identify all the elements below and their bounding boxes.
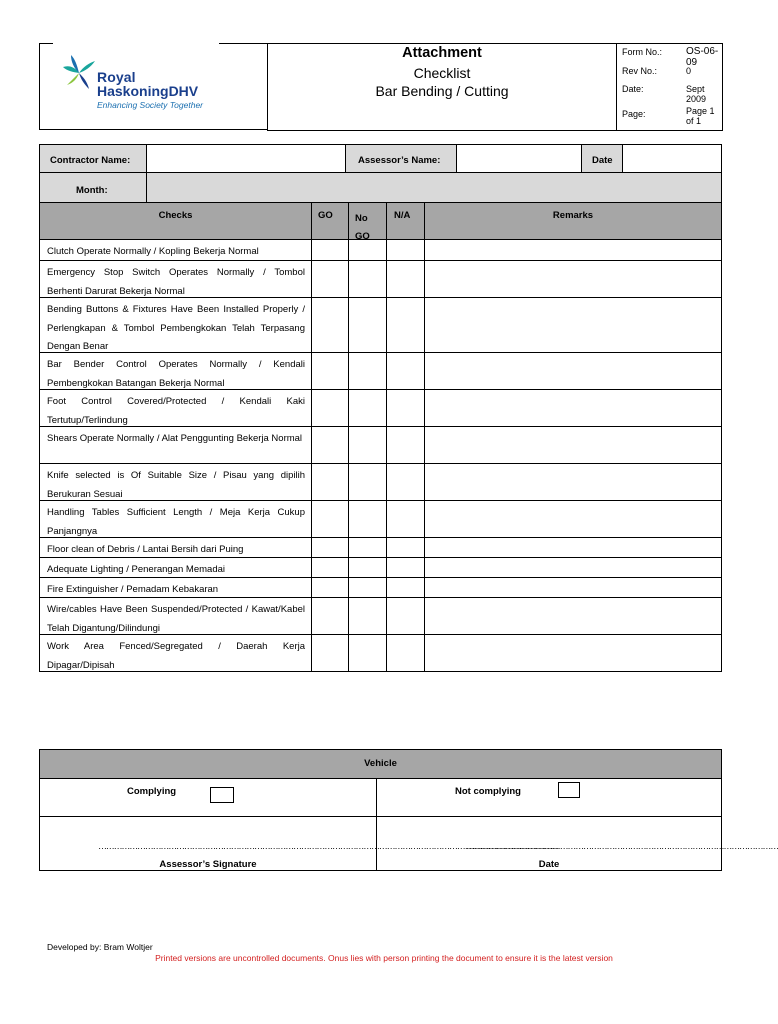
- page-label: Page:: [622, 109, 646, 119]
- go-cell[interactable]: [311, 597, 349, 635]
- check-item-label: Foot Control Covered/Protected / Kendali Kaki Tertutup/Terlindung: [47, 396, 305, 426]
- remarks-cell[interactable]: [424, 389, 722, 427]
- nogo-cell[interactable]: [348, 597, 387, 635]
- nogo-header: No GO: [348, 202, 387, 240]
- date-value: Sept 2009: [686, 84, 707, 104]
- sign-date-cell: [376, 816, 778, 871]
- nogo-cell[interactable]: [348, 557, 387, 578]
- info-date-label: Date: [592, 155, 613, 166]
- contractor-name-field[interactable]: [146, 144, 346, 173]
- form-no-value: OS-06-09: [686, 46, 719, 68]
- nogo-cell[interactable]: [348, 634, 387, 672]
- check-item-label: Fire Extinguisher / Pemadam Kebakaran: [47, 584, 219, 595]
- page-subtitle-checklist: Checklist: [413, 65, 471, 81]
- go-cell[interactable]: [311, 352, 349, 390]
- sign-date-label: Date: [538, 859, 560, 870]
- title-cell: [267, 43, 617, 131]
- na-cell[interactable]: [386, 352, 425, 390]
- check-item-label: Bar Bender Control Operates Normally / Kendali Pembengkokan Batangan Bekerja Normal: [47, 359, 305, 389]
- remarks-cell[interactable]: [424, 426, 722, 464]
- date-field[interactable]: [622, 144, 722, 173]
- logo-line2: HaskoningDHV: [97, 83, 199, 99]
- logo-line1: Royal: [97, 69, 136, 85]
- not-complying-label: Not complying: [455, 786, 521, 797]
- nogo-cell[interactable]: [348, 426, 387, 464]
- check-item-label: Floor clean of Debris / Lantai Bersih dari Puing: [47, 544, 244, 555]
- nogo-cell[interactable]: [348, 463, 387, 501]
- check-text-cell: [39, 426, 312, 464]
- nogo-cell[interactable]: [348, 297, 387, 353]
- document-header: [39, 43, 722, 131]
- checks-header: Checks: [39, 202, 312, 240]
- nogo-cell[interactable]: [348, 239, 387, 261]
- remarks-cell[interactable]: [424, 463, 722, 501]
- check-text-cell: [39, 634, 312, 672]
- check-text-cell: [39, 389, 312, 427]
- remarks-cell[interactable]: [424, 597, 722, 635]
- na-cell[interactable]: [386, 537, 425, 558]
- go-cell[interactable]: [311, 389, 349, 427]
- check-item-label: Shears Operate Normally / Alat Penggunting Bekerja Normal: [47, 433, 303, 444]
- remarks-cell[interactable]: [424, 577, 722, 598]
- page-subtitle-topic: Bar Bending / Cutting: [375, 83, 509, 99]
- nogo-cell[interactable]: [348, 577, 387, 598]
- month-label: Month:: [76, 185, 108, 196]
- vehicle-header: [39, 749, 722, 779]
- check-text-cell: [39, 352, 312, 390]
- na-cell[interactable]: [386, 577, 425, 598]
- go-cell[interactable]: [311, 463, 349, 501]
- check-item-label: Handling Tables Sufficient Length / Meja Kerja Cukup Panjangnya: [47, 507, 305, 537]
- remarks-cell[interactable]: [424, 352, 722, 390]
- na-cell[interactable]: [386, 239, 425, 261]
- check-text-cell: [39, 537, 312, 558]
- remarks-cell[interactable]: [424, 297, 722, 353]
- na-cell[interactable]: [386, 597, 425, 635]
- signature-label: Assessor’s Signature: [159, 859, 257, 870]
- nogo-cell[interactable]: [348, 352, 387, 390]
- go-cell[interactable]: [311, 500, 349, 538]
- na-cell[interactable]: [386, 389, 425, 427]
- form-meta: [616, 43, 723, 131]
- na-cell[interactable]: [386, 463, 425, 501]
- company-logo-mark: [59, 53, 99, 93]
- remarks-cell[interactable]: [424, 557, 722, 578]
- check-item-label: Clutch Operate Normally / Kopling Bekerja Normal: [47, 246, 259, 257]
- contractor-label-cell: [39, 144, 147, 173]
- nogo-cell[interactable]: [348, 260, 387, 298]
- rev-no-label: Rev No.:: [622, 66, 658, 76]
- page-title: Attachment: [402, 45, 482, 61]
- contractor-label: Contractor Name:: [50, 155, 131, 166]
- nogo-cell[interactable]: [348, 537, 387, 558]
- go-cell[interactable]: [311, 426, 349, 464]
- rev-no-value: 0: [686, 66, 692, 76]
- remarks-cell[interactable]: [424, 239, 722, 261]
- go-cell[interactable]: [311, 537, 349, 558]
- go-cell[interactable]: [311, 634, 349, 672]
- check-item-label: Knife selected is Of Suitable Size / Pisau yang dipilih Berukuran Sesuai: [47, 470, 305, 500]
- go-cell[interactable]: [311, 577, 349, 598]
- check-item-label: Emergency Stop Switch Operates Normally / Tombol Berhenti Darurat Bekerja Normal: [47, 267, 305, 297]
- not-complying-checkbox[interactable]: [558, 782, 580, 798]
- na-header: N/A: [386, 202, 425, 240]
- not-complying-cell: [376, 778, 722, 817]
- check-item-label: Adequate Lighting / Penerangan Memadai: [47, 564, 225, 575]
- logo-tagline: Enhancing Society Together: [97, 100, 204, 110]
- na-cell[interactable]: [386, 557, 425, 578]
- date-label: Date:: [622, 84, 644, 94]
- developed-by: Developed by: Bram Woltjer: [47, 942, 153, 952]
- uncontrolled-note: Printed versions are uncontrolled documents. Onus lies with person printing the document to ensure it is the latest version: [155, 953, 613, 963]
- go-cell[interactable]: [311, 297, 349, 353]
- na-cell[interactable]: [386, 634, 425, 672]
- na-cell[interactable]: [386, 260, 425, 298]
- go-header: GO: [311, 202, 349, 240]
- form-no-label: Form No.:: [622, 47, 663, 57]
- check-text-cell: [39, 260, 312, 298]
- nogo-cell[interactable]: [348, 500, 387, 538]
- check-text-cell: [39, 500, 312, 538]
- date-label-cell: [581, 144, 623, 173]
- month-label-cell: [39, 172, 147, 203]
- na-cell[interactable]: [386, 297, 425, 353]
- check-text-cell: [39, 577, 312, 598]
- remarks-header: Remarks: [424, 202, 722, 240]
- complying-checkbox[interactable]: [210, 787, 234, 803]
- assessor-name-field[interactable]: [456, 144, 582, 173]
- na-cell[interactable]: [386, 426, 425, 464]
- go-cell[interactable]: [311, 557, 349, 578]
- vehicle-title: Vehicle: [364, 758, 397, 769]
- check-item-label: Wire/cables Have Been Suspended/Protected / Kawat/Kabel Telah Digantung/Dilindungi: [47, 604, 305, 634]
- na-cell[interactable]: [386, 500, 425, 538]
- remarks-cell[interactable]: [424, 634, 722, 672]
- check-text-cell: [39, 557, 312, 578]
- assessor-label-cell: [345, 144, 457, 173]
- signature-line[interactable]: ……………………………………………………………………………………………………………………………………………………………: [98, 841, 559, 851]
- check-text-cell: [39, 597, 312, 635]
- check-item-label: Bending Buttons & Fixtures Have Been Installed Properly / Perlengkapan & Tombol Pembengkokan Telah Terpasang Dengan Benar: [47, 304, 305, 352]
- check-text-cell: [39, 463, 312, 501]
- complying-cell: [39, 778, 377, 817]
- go-cell[interactable]: [311, 260, 349, 298]
- sign-date-line[interactable]: …………………………………………………………………………………………………………: [466, 841, 778, 851]
- check-item-label: Work Area Fenced/Segregated / Daerah Kerja Dipagar/Dipisah: [47, 641, 305, 671]
- complying-label: Complying: [127, 786, 177, 797]
- page-value: Page 1 of 1: [686, 106, 715, 126]
- month-field[interactable]: [146, 172, 722, 203]
- assessor-label: Assessor’s Name:: [358, 155, 441, 166]
- check-text-cell: [39, 239, 312, 261]
- remarks-cell[interactable]: [424, 500, 722, 538]
- nogo-cell[interactable]: [348, 389, 387, 427]
- remarks-cell[interactable]: [424, 537, 722, 558]
- go-cell[interactable]: [311, 239, 349, 261]
- remarks-cell[interactable]: [424, 260, 722, 298]
- check-text-cell: [39, 297, 312, 353]
